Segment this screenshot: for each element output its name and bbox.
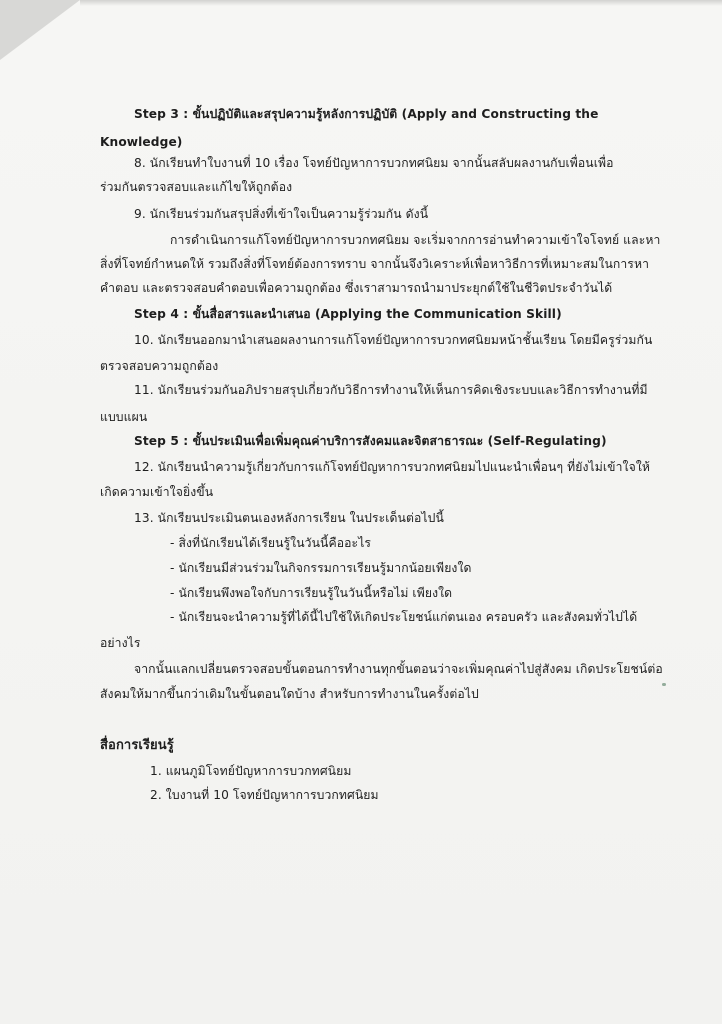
step3-heading: Step 3 : ขั้นปฏิบัติและสรุปความรู้หลังการปฏิบัติ (Apply and Constructing the [134,107,599,121]
bullet-2: - นักเรียนมีส่วนร่วมในกิจกรรมการเรียนรู้มากน้อยเพียงใด [170,561,472,575]
item-12-line-2: เกิดความเข้าใจยิ่งขึ้น [100,485,214,499]
summary-line-2: สิ่งที่โจทย์กำหนดให้ รวมถึงสิ่งที่โจทย์ต้องการทราบ จากนั้นจึงวิเคราะห์เพื่อหาวิธีการที่เหมาะสมในการหา [100,257,650,271]
closing-line-1: จากนั้นแลกเปลี่ยนตรวจสอบขั้นตอนการทำงานทุกขั้นตอนว่าจะเพิ่มคุณค่าไปสู่สังคม เกิดประโยชน์ต่อ [134,662,663,676]
closing-line-2: สังคมให้มากขึ้นกว่าเดิมในขั้นตอนใดบ้าง สำหรับการทำงานในครั้งต่อไป [100,687,479,701]
scan-speck [662,683,666,686]
item-10-line-1: 10. นักเรียนออกมานำเสนอผลงานการแก้โจทย์ปัญหาการบวกทศนิยมหน้าชั้นเรียน โดยมีครูร่วมกัน [134,333,653,347]
page-fold-corner [0,0,80,60]
item-12-line-1: 12. นักเรียนนำความรู้เกี่ยวกับการแก้โจทย์ปัญหาการบวกทศนิยมไปแนะนำเพื่อนๆ ที่ยังไม่เข้าใจให้ [134,460,651,474]
item-11-line-1: 11. นักเรียนร่วมกันอภิปรายสรุปเกี่ยวกับวิธีการทำงานให้เห็นการคิดเชิงระบบและวิธีการทำงานที่มี [134,383,648,397]
material-item-1: 1. แผนภูมิโจทย์ปัญหาการบวกทศนิยม [150,764,352,778]
step4-heading: Step 4 : ขั้นสื่อสารและนำเสนอ (Applying the Communication Skill) [134,307,562,321]
item-13: 13. นักเรียนประเมินตนเองหลังการเรียน ในประเด็นต่อไปนี้ [134,511,444,525]
bullet-4: - นักเรียนจะนำความรู้ที่ได้นี้ไปใช้ให้เกิดประโยชน์แก่ตนเอง ครอบครัว และสังคมทั่วไปได้ [170,610,638,624]
item-8-line-2: ร่วมกันตรวจสอบและแก้ไขให้ถูกต้อง [100,180,293,194]
step5-heading: Step 5 : ขั้นประเมินเพื่อเพิ่มคุณค่าบริการสังคมและจิตสาธารณะ (Self-Regulating) [134,434,607,448]
bullet-3: - นักเรียนพึงพอใจกับการเรียนรู้ในวันนี้หรือไม่ เพียงใด [170,586,453,600]
step3-heading-cont: Knowledge) [100,135,183,149]
summary-line-3: คำตอบ และตรวจสอบคำตอบเพื่อความถูกต้อง ซึ่งเราสามารถนำมาประยุกต์ใช้ในชีวิตประจำวันได้ [100,281,613,295]
item-9: 9. นักเรียนร่วมกันสรุปสิ่งที่เข้าใจเป็นความรู้ร่วมกัน ดังนี้ [134,207,429,221]
item-10-line-2: ตรวจสอบความถูกต้อง [100,359,219,373]
item-11-line-2: แบบแผน [100,410,148,424]
summary-line-1: การดำเนินการแก้โจทย์ปัญหาการบวกทศนิยม จะเริ่มจากการอ่านทำความเข้าใจโจทย์ และหา [170,233,661,247]
materials-heading: สื่อการเรียนรู้ [100,738,174,753]
bullet-4-cont: อย่างไร [100,636,141,650]
item-8-line-1: 8. นักเรียนทำใบงานที่ 10 เรื่อง โจทย์ปัญหาการบวกทศนิยม จากนั้นสลับผลงานกับเพื่อนเพื่อ [134,156,614,170]
material-item-2: 2. ใบงานที่ 10 โจทย์ปัญหาการบวกทศนิยม [150,788,379,802]
bullet-1: - สิ่งที่นักเรียนได้เรียนรู้ในวันนี้คืออะไร [170,536,372,550]
page-top-shadow [80,0,722,6]
